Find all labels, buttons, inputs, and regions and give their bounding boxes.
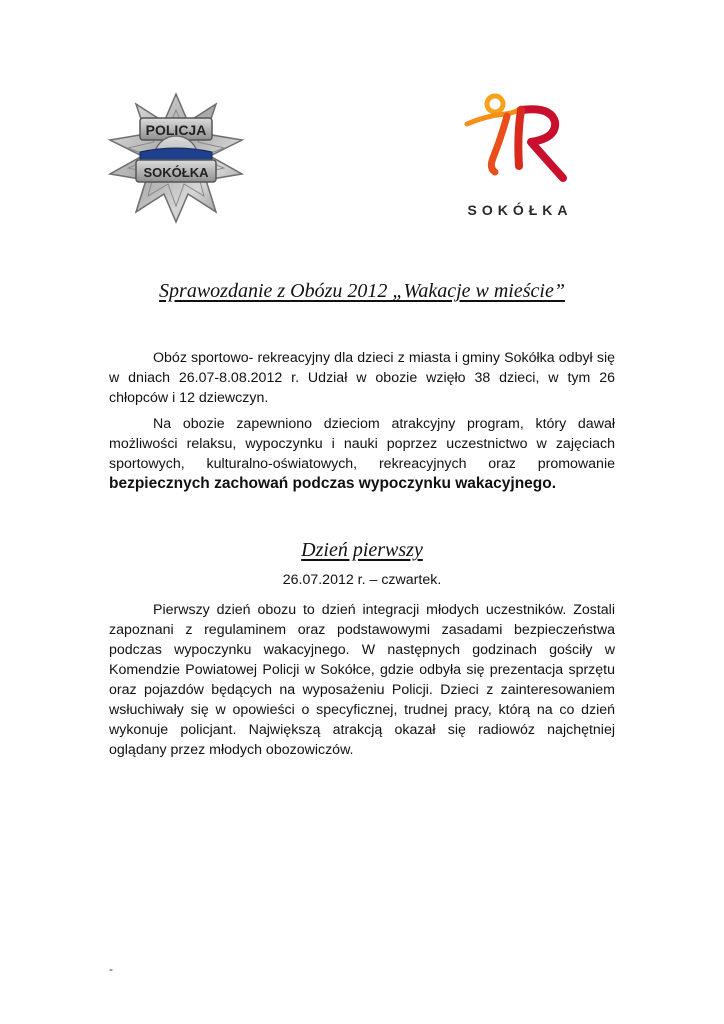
- intro-paragraph-2-text: Na obozie zapewniono dzieciom atrakcyjny program, który dawał możliwości relaksu, wypoczynku i nauki poprzez uczestnictwo w zajęciach sportowych, kulturalno-oświatowych, rekreacyjnych oraz promowanie: [109, 416, 615, 472]
- intro-paragraph-1: Obóz sportowo- rekreacyjny dla dzieci z miasta i gminy Sokółka odbył się w dniach 26.07-8.08.2012 r. Udział w obozie wzięło 38 dzieci, w tym 26 chłopców i 12 dziewczyn.: [109, 350, 615, 406]
- document-title: Sprawozdanie z Obózu 2012 „Wakacje w mieście”: [159, 280, 565, 302]
- svg-text:POLICJA: POLICJA: [145, 122, 207, 138]
- police-badge-logo: [106, 92, 246, 224]
- day1-date: 26.07.2012 r. – czwartek.: [282, 572, 442, 588]
- document-body: [109, 348, 615, 766]
- town-logo-caption: SOKÓŁKA: [467, 202, 573, 218]
- sokolka-runner-logo-icon: [455, 86, 585, 196]
- day1-paragraph: Pierwszy dzień obozu to dzień integracji młodych uczestników. Zostali zapoznani z regulaminem oraz podstawowymi zasadami bezpieczeństwa podczas wypoczynku wakacyjnego. W następnych godzinach gościły w Komendzie Powiatowej Policji w Sokółce, gdzie odbyła się prezentacja sprzętu oraz pojazdów będących na wyposażeniu Policji. Dzieci z zainteresowaniem wsłuchiwały się w opowieści o specyficznej, trudnej pracy, którą na co dzień wykonuje policjant. Największą atrakcją okazał się radiowóz najchętniej oglądany przez młodych obozowiczów.: [109, 602, 615, 758]
- town-logo: [455, 86, 585, 226]
- day1-title: Dzień pierwszy: [301, 539, 423, 561]
- intro-paragraph-2-bold: bezpiecznych zachowań podczas wypoczynku wakacyjnego.: [109, 475, 557, 492]
- svg-text:SOKÓŁKA: SOKÓŁKA: [143, 165, 209, 180]
- police-star-badge-icon: [106, 92, 246, 224]
- footer-mark: -: [109, 962, 113, 976]
- intro-paragraph-2: [109, 414, 615, 494]
